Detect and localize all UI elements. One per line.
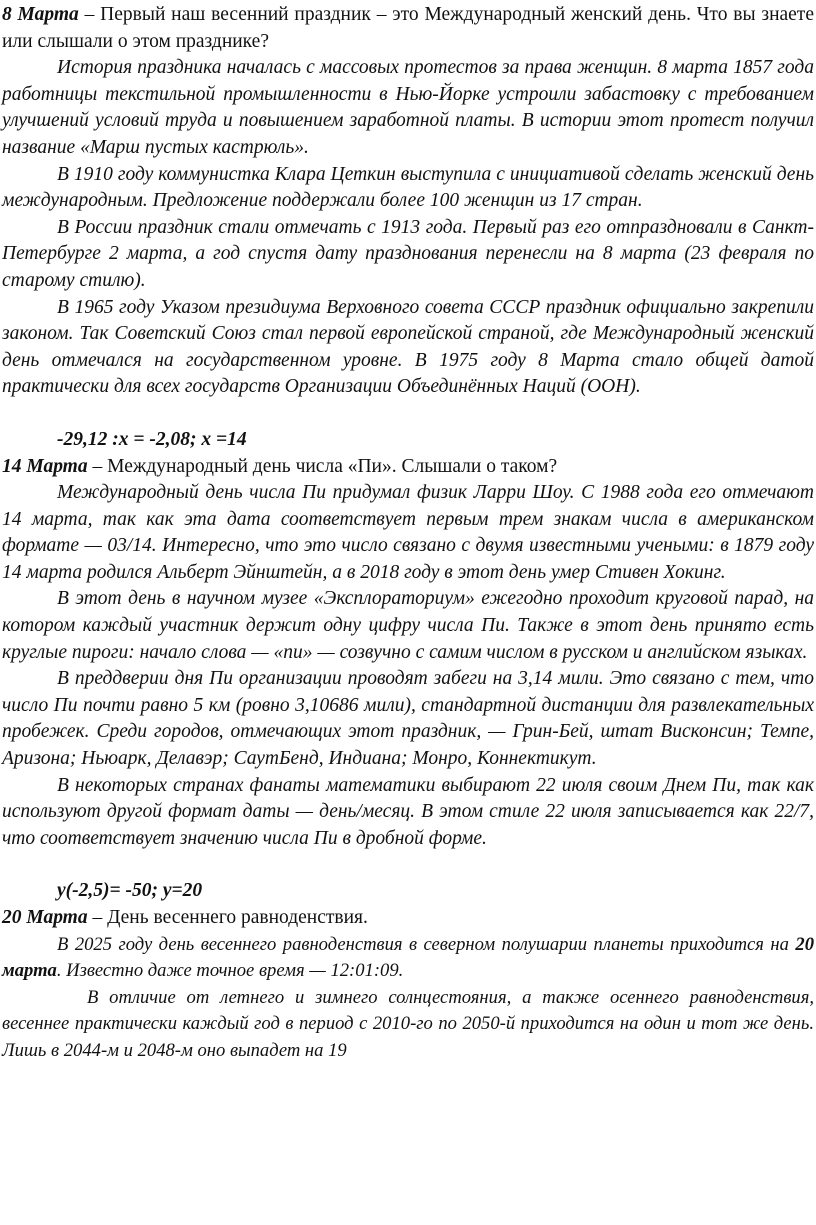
paragraph: История праздника началась с массовых протестов за права женщин. 8 марта 1857 года работницы текстильной промышленности в Нью-Йорке устроили забастовку с требованием улучшений условий труда и повышением заработной платы. В истории этот протест получил название «Марш пустых кастрюль».: [2, 57, 814, 158]
paragraph: В преддверии дня Пи организации проводят забеги на 3,14 мили. Это связано с тем, что число Пи почти равно 5 км (ровно 3,10686 мили), стандартной дистанции для развлекательных пробежек. Среди городов, отмечающих этот праздник, — Грин-Бей, штат Висконсин; Темпе, Аризона; Ньюарк, Делавэр; СаутБенд, Индиана; Монро, Коннектикут.: [2, 668, 814, 770]
paragraph: В 1965 году Указом президиума Верховного совета СССР праздник официально закрепили законом. Так Советский Союз стал первой европейской страной, где Международный женский день отмечался на государственном уровне. В 1975 году 8 Марта стало общей датой практически для всех государств Организации Объединённых Наций (ООН).: [2, 296, 814, 398]
intro-text: – День весеннего равноденствия.: [87, 907, 368, 928]
paragraph: В некоторых странах фанаты математики выбирают 22 июля своим Днем Пи, так как используют другой формат даты — день/месяц. В этом стиле 22 июля записывается как 22/7, что соответствует значению числа Пи в дробной форме.: [2, 774, 814, 849]
equation-1: -29,12 :x = -2,08; x =14: [57, 428, 247, 450]
paragraph: В России праздник стали отмечать с 1913 года. Первый раз его отпраздновали в Санкт-Петербурге 2 марта, а год спустя дату празднования перенесли на 8 марта (23 февраля по старому стилю).: [2, 216, 814, 291]
paragraph: В этот день в научном музее «Эксплораториум» ежегодно проходит круговой парад, на котором каждый участник держит одну цифру числа Пи. Также в этот день принято есть круглые пироги: начало слова — «пи» — созвучно с самим числом в русском и английском языках.: [2, 588, 814, 663]
paragraph: Международный день числа Пи придумал физик Ларри Шоу. С 1988 года его отмечают 14 марта, так как эта дата соответствует первым трем знакам числа в американском формате — 03/14. Интересно, что это число связано с двумя известными учеными: в 1879 году 14 марта родился Альберт Эйнштейн, а в 2018 году в этот день умер Стивен Хокинг.: [2, 482, 814, 583]
spacer: [2, 852, 814, 878]
equation-2: y(-2,5)= -50; y=20: [57, 880, 203, 902]
spacer: [2, 401, 814, 427]
paragraph: В 1910 году коммунистка Клара Цеткин выступила с инициативой сделать женский день международным. Предложение поддержали более 100 женщин из 17 стран.: [2, 163, 814, 212]
date-emphasis: 20 марта: [2, 933, 814, 982]
paragraph: [2, 932, 814, 985]
section-women-day-intro: [2, 2, 814, 55]
paragraph: В отличие от летнего и зимнего солнцестояния, а также осеннего равноденствия, весеннее практически каждый год в период с 2010-го по 2050-й приходится на один и тот же день. Лишь в 2044-м и 2048-м оно выпадет на 19: [2, 986, 814, 1061]
date-march-14: 14 Марта: [2, 455, 88, 477]
text: . Известно даже точное время — 12:01:09.: [56, 960, 404, 982]
text: В 2025 году день весеннего равноденствия в северном полушарии планеты приходится на: [57, 933, 796, 955]
section-equinox-intro: [2, 905, 814, 932]
intro-text: – Первый наш весенний праздник – это Международный женский день. Что вы знаете или слышали о этом празднике?: [2, 4, 814, 52]
date-march-8: 8 Марта: [2, 4, 79, 25]
section-pi-day-intro: [2, 454, 814, 481]
intro-text: – Международный день числа «Пи». Слышали о таком?: [87, 455, 558, 477]
date-march-20: 20 Марта: [2, 907, 88, 928]
